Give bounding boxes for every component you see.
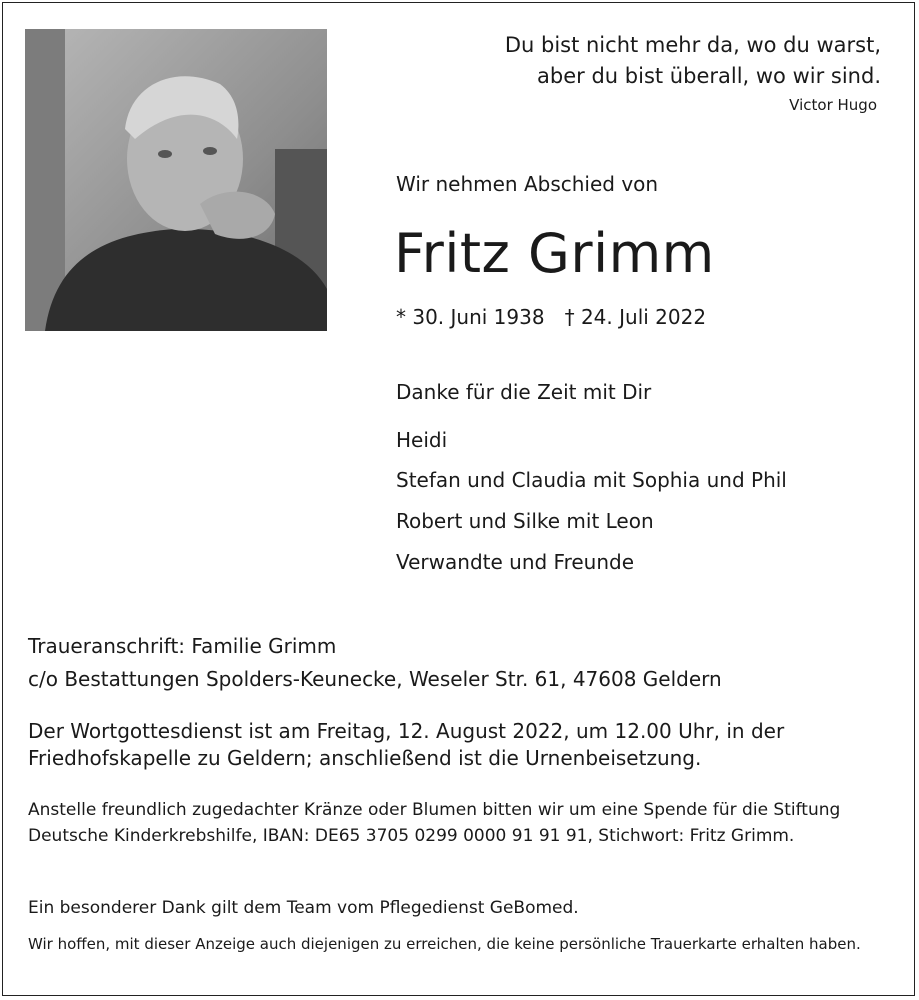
quote-author: Victor Hugo xyxy=(789,96,877,114)
portrait-photo xyxy=(25,29,327,331)
life-dates xyxy=(396,305,706,329)
portrait-image xyxy=(25,29,327,331)
family-member: Verwandte und Freunde xyxy=(396,550,635,574)
thanks-text: Danke für die Zeit mit Dir xyxy=(396,380,652,404)
closing-note: Wir hoffen, mit dieser Anzeige auch diejenigen zu erreichen, die keine persönliche Trauerkarte erhalten haben. xyxy=(28,935,861,953)
family-member: Heidi xyxy=(396,428,448,452)
service-info: Der Wortgottesdienst ist am Freitag, 12. August 2022, um 12.00 Uhr, in der Friedhofskapelle zu Geldern; anschließend ist die Urnenbeisetzung. xyxy=(28,719,785,770)
special-thanks: Ein besonderer Dank gilt dem Team vom Pflegedienst GeBomed. xyxy=(28,898,579,918)
deceased-name: Fritz Grimm xyxy=(394,222,715,285)
family-member: Stefan und Claudia mit Sophia und Phil xyxy=(396,468,787,492)
quote-line-1: Du bist nicht mehr da, wo du warst, xyxy=(504,33,881,57)
address-line-2: c/o Bestattungen Spolders-Keunecke, Weseler Str. 61, 47608 Geldern xyxy=(28,667,722,691)
donation-info: Anstelle freundlich zugedachter Kränze oder Blumen bitten wir um eine Spende für die Stiftung Deutsche Kinderkrebshilfe, IBAN: DE65 3705 0299 0000 91 91 91, Stichwort: Fritz Grimm. xyxy=(28,800,841,846)
quote xyxy=(505,30,881,92)
family-member: Robert und Silke mit Leon xyxy=(396,509,654,533)
address-line-1: Traueranschrift: Familie Grimm xyxy=(28,634,337,658)
death-date: † 24. Juli 2022 xyxy=(564,305,707,329)
birth-date: * 30. Juni 1938 xyxy=(396,305,545,329)
quote-line-2: aber du bist überall, wo wir sind. xyxy=(537,64,881,88)
intro-text: Wir nehmen Abschied von xyxy=(396,172,659,196)
